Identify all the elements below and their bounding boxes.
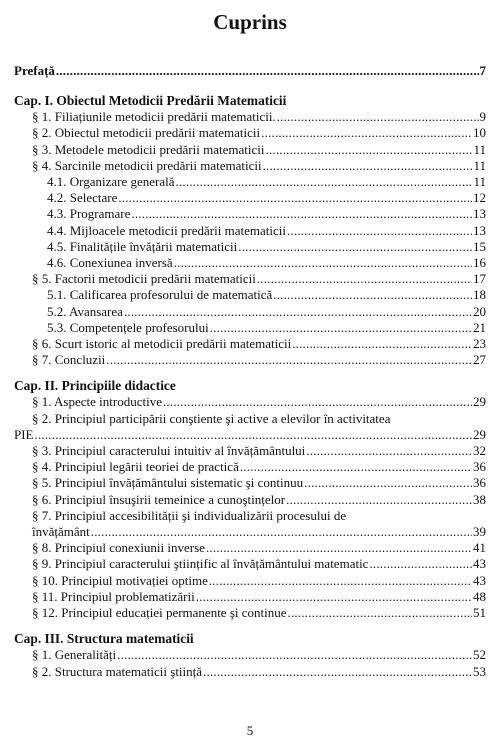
toc-entry: § 1. Filiațiunile metodicii predării matematicii. ..... 9 [14, 109, 486, 125]
toc-subentry: 5.1. Calificarea profesorului de matematică ..... 18 [14, 287, 486, 303]
dot-leader [304, 475, 472, 491]
dot-leader [118, 190, 472, 206]
toc-entry-page: 7 [479, 63, 486, 78]
toc-entry: § 10. Principiul motivației optime ..... 43 [14, 573, 486, 589]
toc-entry-text: Prefață [14, 63, 55, 78]
dot-leader [240, 459, 472, 475]
dot-leader [196, 589, 472, 605]
dot-leader [174, 255, 472, 271]
toc-entry-continuation: învățământ ..... 39 [14, 524, 486, 540]
chapter-heading-1: Cap. I. Obiectul Metodicii Predării Matematicii [14, 93, 287, 109]
toc-entry: § 3. Metodele metodicii predării matematicii ..... 11 [14, 142, 486, 158]
dot-leader [91, 524, 472, 540]
toc-entry: § 8. Principiul conexiunii inverse ..... 41 [14, 540, 486, 556]
toc-entry: § 6. Scurt istoric al metodicii predării matematicii ..... 23 [14, 336, 486, 352]
page-title: Cuprins [213, 10, 287, 34]
toc-entry: § 1. Generalități ..... 52 [14, 647, 486, 663]
dot-leader [238, 239, 472, 255]
dot-leader [287, 223, 472, 239]
toc-entry: § 1. Aspecte introductive ..... 29 [14, 394, 486, 410]
toc-entry: § 9. Principiul caracterului ştiințific al învățământului matematic ..... 43 [14, 556, 486, 572]
dot-leader [273, 287, 472, 303]
dot-leader [203, 664, 472, 680]
toc-entry: § 2. Structura matematicii ştiință ..... 53 [14, 664, 486, 680]
dot-leader [286, 492, 472, 508]
dot-leader [263, 158, 473, 174]
page-number: 5 [246, 723, 254, 738]
toc-subentry: 4.2. Selectare ..... 12 [14, 190, 486, 206]
toc-entry: § 5. Factorii metodicii predării matematicii ..... 17 [14, 271, 486, 287]
dot-leader [265, 142, 472, 158]
dot-leader [277, 109, 479, 125]
toc-entry-first-line: § 7. Principiul accesibilității şi individualizării procesului de [32, 507, 347, 523]
toc-entry: § 4. Principiul legării teoriei de practică ..... 36 [14, 459, 486, 475]
dot-leader [209, 573, 472, 589]
table-of-contents [14, 63, 486, 680]
toc-subentry: 4.1. Organizare generală ..... 11 [14, 174, 486, 190]
toc-entry: § 12. Principiul educației permanente şi continue ..... 51 [14, 605, 486, 621]
dot-leader [106, 352, 472, 368]
toc-entry: § 3. Principiul caracterului intuitiv al învățământului ..... 32 [14, 443, 486, 459]
chapter-heading-3: Cap. III. Structura matematicii [14, 631, 194, 647]
toc-entry: § 6. Principiul însuşirii temeinice a cunoştințelor ..... 38 [14, 492, 486, 508]
dot-leader [306, 443, 472, 459]
toc-entry-continuation: PIE ..... 29 [14, 427, 486, 443]
toc-subentry: 5.2. Avansarea ..... 20 [14, 304, 486, 320]
dot-leader [261, 125, 472, 141]
toc-subentry: 4.3. Programare ..... 13 [14, 206, 486, 222]
dot-leader [257, 271, 472, 287]
toc-subentry: 4.6. Conexiunea inversă ..... 16 [14, 255, 486, 271]
toc-entry-preface [14, 63, 486, 79]
dot-leader [369, 556, 472, 572]
dot-leader [176, 174, 473, 190]
toc-entry: § 5. Principiul învățământului sistematic şi continuu ..... 36 [14, 475, 486, 491]
toc-subentry: 5.3. Competențele profesorului ..... 21 [14, 320, 486, 336]
chapter-heading-2: Cap. II. Principiile didactice [14, 378, 176, 394]
dot-leader [124, 304, 472, 320]
dot-leader [206, 540, 472, 556]
toc-entry: § 11. Principiul problematizării ..... 48 [14, 589, 486, 605]
dot-leader [210, 320, 472, 336]
dot-leader [35, 427, 473, 443]
toc-subentry: 4.5. Finalitățile învățării matematicii ..... 15 [14, 239, 486, 255]
toc-entry: § 2. Obiectul metodicii predării matematicii ..... 10 [14, 125, 486, 141]
toc-subentry: 4.4. Mijloacele metodicii predării matematicii ..... 13 [14, 223, 486, 239]
toc-entry: § 4. Sarcinile metodicii predării matematicii ..... 11 [14, 158, 486, 174]
dot-leader [131, 206, 472, 222]
dot-leader [288, 605, 472, 621]
dot-leader [163, 394, 472, 410]
toc-entry-first-line: § 2. Principiul participării conştiente şi active a elevilor în activitatea [32, 410, 391, 426]
toc-entry: § 7. Concluzii ..... 27 [14, 352, 486, 368]
dot-leader [292, 336, 472, 352]
dot-leader [117, 647, 472, 663]
dot-leader [56, 63, 479, 79]
